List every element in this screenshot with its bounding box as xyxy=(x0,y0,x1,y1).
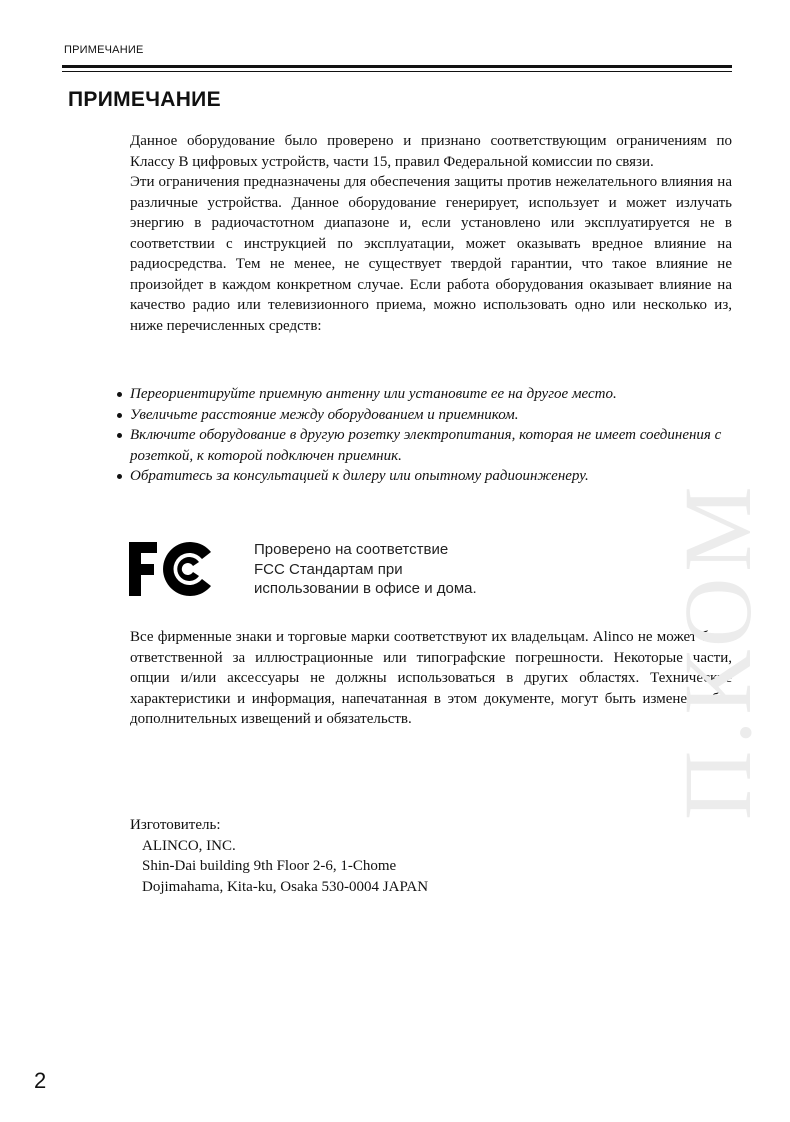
bullet-icon xyxy=(117,474,122,479)
list-item xyxy=(114,425,734,466)
bullet-icon xyxy=(117,392,122,397)
list-item xyxy=(114,466,734,487)
fcc-logo xyxy=(127,540,215,598)
header-rule-thin xyxy=(62,71,732,72)
list-item-text: Обратитесь за консультацией к дилеру или опытному радиоинженеру. xyxy=(130,468,589,484)
list-item xyxy=(114,384,734,405)
list-item-text: Увеличьте расстояние между оборудованием и приемником. xyxy=(130,406,519,423)
remedy-list xyxy=(114,384,734,487)
fcc-logo-c-inner xyxy=(177,557,199,581)
header-rule-thick xyxy=(62,65,732,68)
fcc-line-2: FCC Стандартам при xyxy=(254,560,403,578)
bullet-icon xyxy=(117,413,122,418)
notice-paragraph-1: Данное оборудование было проверено и признано соответствующим ограничениям по Классу B цифровых устройств, части 15, правил Федеральной комиссии по связи. xyxy=(130,133,732,170)
list-item-text: Переориентируйте приемную антенну или установите ее на другое место. xyxy=(130,386,617,402)
manufacturer-address-2: Dojimahama, Kita-ku, Osaka 530-0004 JAPAN xyxy=(142,878,429,895)
list-item-text: Включите оборудование в другую розетку электропитания, которая не имеет соединения с розеткой, к которой подключен приемник. xyxy=(130,427,722,464)
fcc-logo-c-outer xyxy=(163,542,211,596)
bullet-icon xyxy=(117,433,122,438)
fcc-line-3: использовании в офисе и дома. xyxy=(254,580,477,597)
page-number: 2 xyxy=(34,1068,47,1093)
notice-body xyxy=(130,131,732,336)
manufacturer-address-1: Shin-Dai building 9th Floor 2-6, 1-Chome xyxy=(142,858,397,874)
watermark-text: П.КОМ xyxy=(664,480,771,820)
fcc-compliance-text xyxy=(254,540,477,599)
trademark-notice: Все фирменные знаки и торговые марки соответствуют их владельцам. Alinco не может быть ответственной за иллюстрационные или типографские погрешности. Некоторые части, опции и/или аксессуары не должны использоваться в других областях. Технические характеристики и информация, напечатанная в этом документе, могут быть изменены без дополнительных извещений и обязательств. xyxy=(130,629,732,727)
list-item xyxy=(114,405,734,426)
fcc-logo-f xyxy=(129,542,157,596)
running-header: ПРИМЕЧАНИЕ xyxy=(64,44,144,56)
page-title: ПРИМЕЧАНИЕ xyxy=(68,88,221,111)
manufacturer-label: Изготовитель: xyxy=(130,817,221,833)
fcc-line-1: Проверено на соответствие xyxy=(254,541,449,558)
manufacturer-block xyxy=(130,815,428,897)
manufacturer-name: ALINCO, INC. xyxy=(142,837,236,854)
notice-paragraph-2: Эти ограничения предназначены для обеспечения защиты против нежелательного влияния на различные устройства. Данное оборудование генерирует, использует и может излучать энергию в радиочастотном диапазоне и, если установлено или эксплуатируется не в соответствии с инструкцией по эксплуатации, может оказывать вредное влияние на радиосредства. Тем не менее, не существует твердой гарантии, что такое влияние не произойдет в каждом конкретном случае. Если работа оборудования оказывает влияние на качество радио или телевизионного приема, можно использовать одно или несколько из, ниже перечисленных средств: xyxy=(130,174,732,334)
